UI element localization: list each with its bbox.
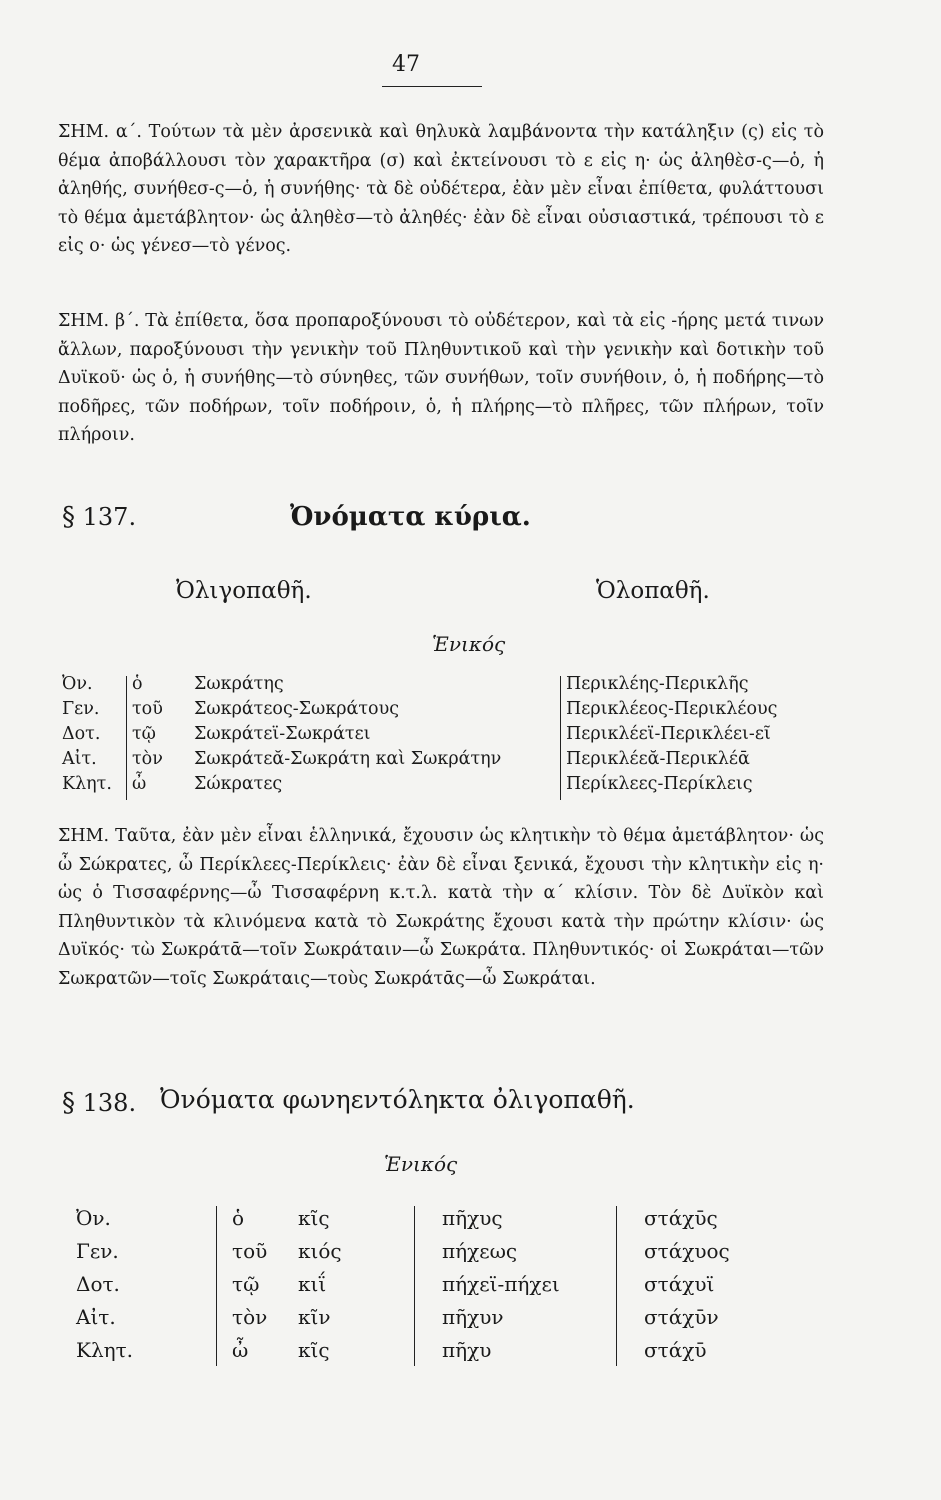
- section-138-title: Ὀνόματα φωνηεντόληκτα ὀλιγοπαθῆ.: [160, 1085, 635, 1114]
- kis-form: κῖν: [298, 1305, 331, 1329]
- section-mark: §: [62, 502, 75, 532]
- section-138-number: [62, 1088, 136, 1118]
- stachys-form: στάχυϊ: [644, 1272, 715, 1296]
- case-label: Γεν.: [62, 699, 100, 719]
- section-number: 138.: [82, 1089, 137, 1117]
- stachys-form: στάχυος: [644, 1239, 730, 1263]
- article: τὸν: [232, 1305, 268, 1329]
- socrates-form: Σωκράτεᾰ-Σωκράτη καὶ Σωκράτην: [194, 749, 502, 769]
- section-mark: §: [62, 1088, 75, 1118]
- article: τὸν: [132, 749, 163, 769]
- pechys-form: πῆχυν: [442, 1305, 504, 1329]
- case-label: Κλητ.: [76, 1338, 134, 1362]
- case-label: Αἰτ.: [76, 1305, 116, 1329]
- column-divider: [414, 1206, 415, 1366]
- case-label: Δοτ.: [76, 1272, 120, 1296]
- column-divider: [616, 1206, 617, 1366]
- article: ὦ: [232, 1338, 249, 1362]
- section-number: 137.: [82, 503, 137, 531]
- case-label: Ὀν.: [62, 674, 93, 694]
- kis-form: κῖς: [298, 1338, 330, 1362]
- note-137: ΣΗΜ. Ταῦτα, ἐὰν μὲν εἶναι ἑλληνικά, ἔχουσιν ὡς κλητικὴν τὸ θέμα ἀμετάβλητον· ὡς ὦ Σώκρατες, ὦ Περίκλεες-Περίκλεις· ἐὰν δὲ εἶναι ξενικά, ἔχουσι τὴν κλητικὴν εἰς η· ὡς ὁ Τισσαφέρνης—ὦ Τισσαφέρνη κ.τ.λ. κατὰ τὴν α΄ κλίσιν. Τὸν δὲ Δυϊκὸν καὶ Πληθυντικὸν τὰ κλινόμενα κατὰ τὸ Σωκράτης ἔχουσι κατὰ τὴν πρώτην κλίσιν· ὡς Δυϊκός· τὼ Σωκράτᾱ—τοῖν Σωκράταιν—ὦ Σωκράτα. Πληθυντικός· οἱ Σωκράται—τῶν Σωκρατῶν—τοῖς Σωκράταις—τοὺς Σωκράτᾱς—ὦ Σωκράται.: [58, 826, 824, 989]
- article: ὁ: [232, 1206, 245, 1230]
- pechys-form: πήχεως: [442, 1239, 518, 1263]
- pericles-form: Περικλέεος-Περικλέους: [566, 699, 778, 719]
- stachys-form: στάχῡς: [644, 1206, 718, 1230]
- note-beta: ΣΗΜ. β΄. Τὰ ἐπίθετα, ὅσα προπαροξύνουσι τὸ οὐδέτερον, καὶ τὰ εἰς -ήρης μετά τινων ἄλλων, παροξύνουσι τὴν γενικὴν τοῦ Πληθυντικοῦ καὶ τὴν γενικὴν καὶ δοτικὴν τοῦ Δυϊκοῦ· ὡς ὁ, ἡ συνήθης—τὸ σύνηθες, τῶν συνήθων, τοῖν συνήθοιν, ὁ, ἡ ποδήρης—τὸ ποδῆρες, τῶν ποδήρων, τοῖν ποδήροιν, ὁ, ἡ πλήρης—τὸ πλῆρες, τῶν πλήρων, τοῖν πλήροιν.: [58, 311, 824, 445]
- case-label: Κλητ.: [62, 774, 112, 794]
- heading-olopathe: Ὁλοπαθῆ.: [596, 578, 710, 604]
- socrates-form: Σωκράτης: [194, 674, 284, 694]
- pechys-form: πῆχυς: [442, 1206, 503, 1230]
- heading-oligopathe: Ὀλιγοπαθῆ.: [176, 578, 312, 604]
- stachys-form: στάχῡ: [644, 1338, 707, 1362]
- pechys-form: πήχεϊ-πήχει: [442, 1272, 560, 1296]
- article: τῷ: [232, 1272, 260, 1296]
- section-137-number: [62, 502, 136, 532]
- page-number: 47: [392, 52, 420, 77]
- pericles-form: Περικλέεᾰ-Περικλέᾱ: [566, 749, 750, 769]
- article: τοῦ: [132, 699, 163, 719]
- socrates-form: Σωκράτεος-Σωκράτους: [194, 699, 400, 719]
- pericles-form: Περικλέης-Περικλῆς: [566, 674, 749, 694]
- case-label: Δοτ.: [62, 724, 101, 744]
- socrates-form: Σωκράτεϊ-Σωκράτει: [194, 724, 371, 744]
- kis-form: κιΐ: [298, 1272, 327, 1296]
- case-label: Ὀν.: [76, 1206, 111, 1230]
- singular-heading-137: Ἑνικός: [432, 632, 506, 656]
- pericles-form: Περικλέεϊ-Περικλέει-εῖ: [566, 724, 771, 744]
- article: τῷ: [132, 724, 156, 744]
- socrates-form: Σώκρατες: [194, 774, 283, 794]
- article: τοῦ: [232, 1239, 268, 1263]
- article: ὦ: [132, 774, 147, 794]
- page-number-rule: [382, 86, 482, 87]
- column-divider: [126, 676, 127, 800]
- pericles-form: Περίκλεες-Περίκλεις: [566, 774, 753, 794]
- kis-form: κιός: [298, 1239, 342, 1263]
- stachys-form: στάχῡν: [644, 1305, 719, 1329]
- column-divider: [560, 676, 561, 800]
- note-alpha: ΣΗΜ. α΄. Τούτων τὰ μὲν ἀρσενικὰ καὶ θηλυκὰ λαμβάνοντα τὴν κατάληξιν (ς) εἰς τὸ θέμα ἀποβάλλουσι τὸν χαρακτῆρα (σ) καὶ ἐκτείνουσι τὸ ε εἰς η· ὡς ἀληθὲσ-ς—ὁ, ἡ ἀληθής, συνήθεσ-ς—ὁ, ἡ συνήθης· τὰ δὲ οὐδέτερα, ἐὰν μὲν εἶναι ἐπίθετα, φυλάττουσι τὸ θέμα ἀμετάβλητον· ὡς ἀληθὲσ—τὸ ἀληθές· ἐὰν δὲ εἶναι οὐσιαστικά, τρέπουσι τὸ ε εἰς ο· ὡς γένεσ—τὸ γένος.: [58, 122, 824, 256]
- article: ὁ: [132, 674, 143, 694]
- kis-form: κῖς: [298, 1206, 330, 1230]
- case-label: Αἰτ.: [62, 749, 97, 769]
- singular-heading-138: Ἑνικός: [384, 1152, 458, 1176]
- column-divider: [216, 1206, 217, 1366]
- pechys-form: πῆχυ: [442, 1338, 492, 1362]
- section-137-title: Ὀνόματα κύρια.: [290, 502, 531, 532]
- case-label: Γεν.: [76, 1239, 119, 1263]
